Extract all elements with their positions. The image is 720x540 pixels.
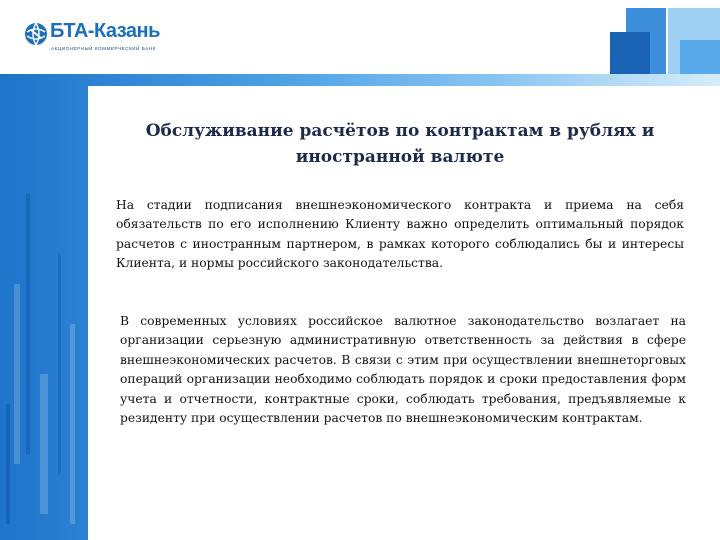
paragraph-1: На стадии подписания внешнеэкономического контракта и приема на себя обязательств по его исполнению Клиенту важно определить оптимальный порядок расчетов с иностранным партнером, в рамках которого соблюдались бы и интересы Клиента, и нормы российского законодательства.	[116, 198, 684, 271]
logo-name: БТА-Казань	[50, 20, 160, 42]
slide-title: Обслуживание расчётов по контрактам в рублях и иностранной валюте	[145, 121, 655, 167]
bank-logo	[24, 22, 164, 58]
decor-squares	[570, 0, 720, 74]
slide-header	[0, 0, 720, 74]
logo-subtitle: АКЦИОНЕРНЫЙ КОММЕРЧЕСКИЙ БАНК	[51, 46, 156, 51]
paragraph-2: В современных условиях российское валютное законодательство возлагает на организации серьезную административную ответственность за действия в сфере внешнеэкономических расчетов. В связи с этим при осуществлении внешнеторговых операций организации необходимо соблюдать порядок и сроки предоставления форм учета и отчетности, контрактные сроки, соблюдать требования, предъявляемые к резиденту при осуществлении расчетов по внешнеэкономическим контрактам.	[120, 314, 686, 426]
globe-icon	[24, 22, 48, 46]
